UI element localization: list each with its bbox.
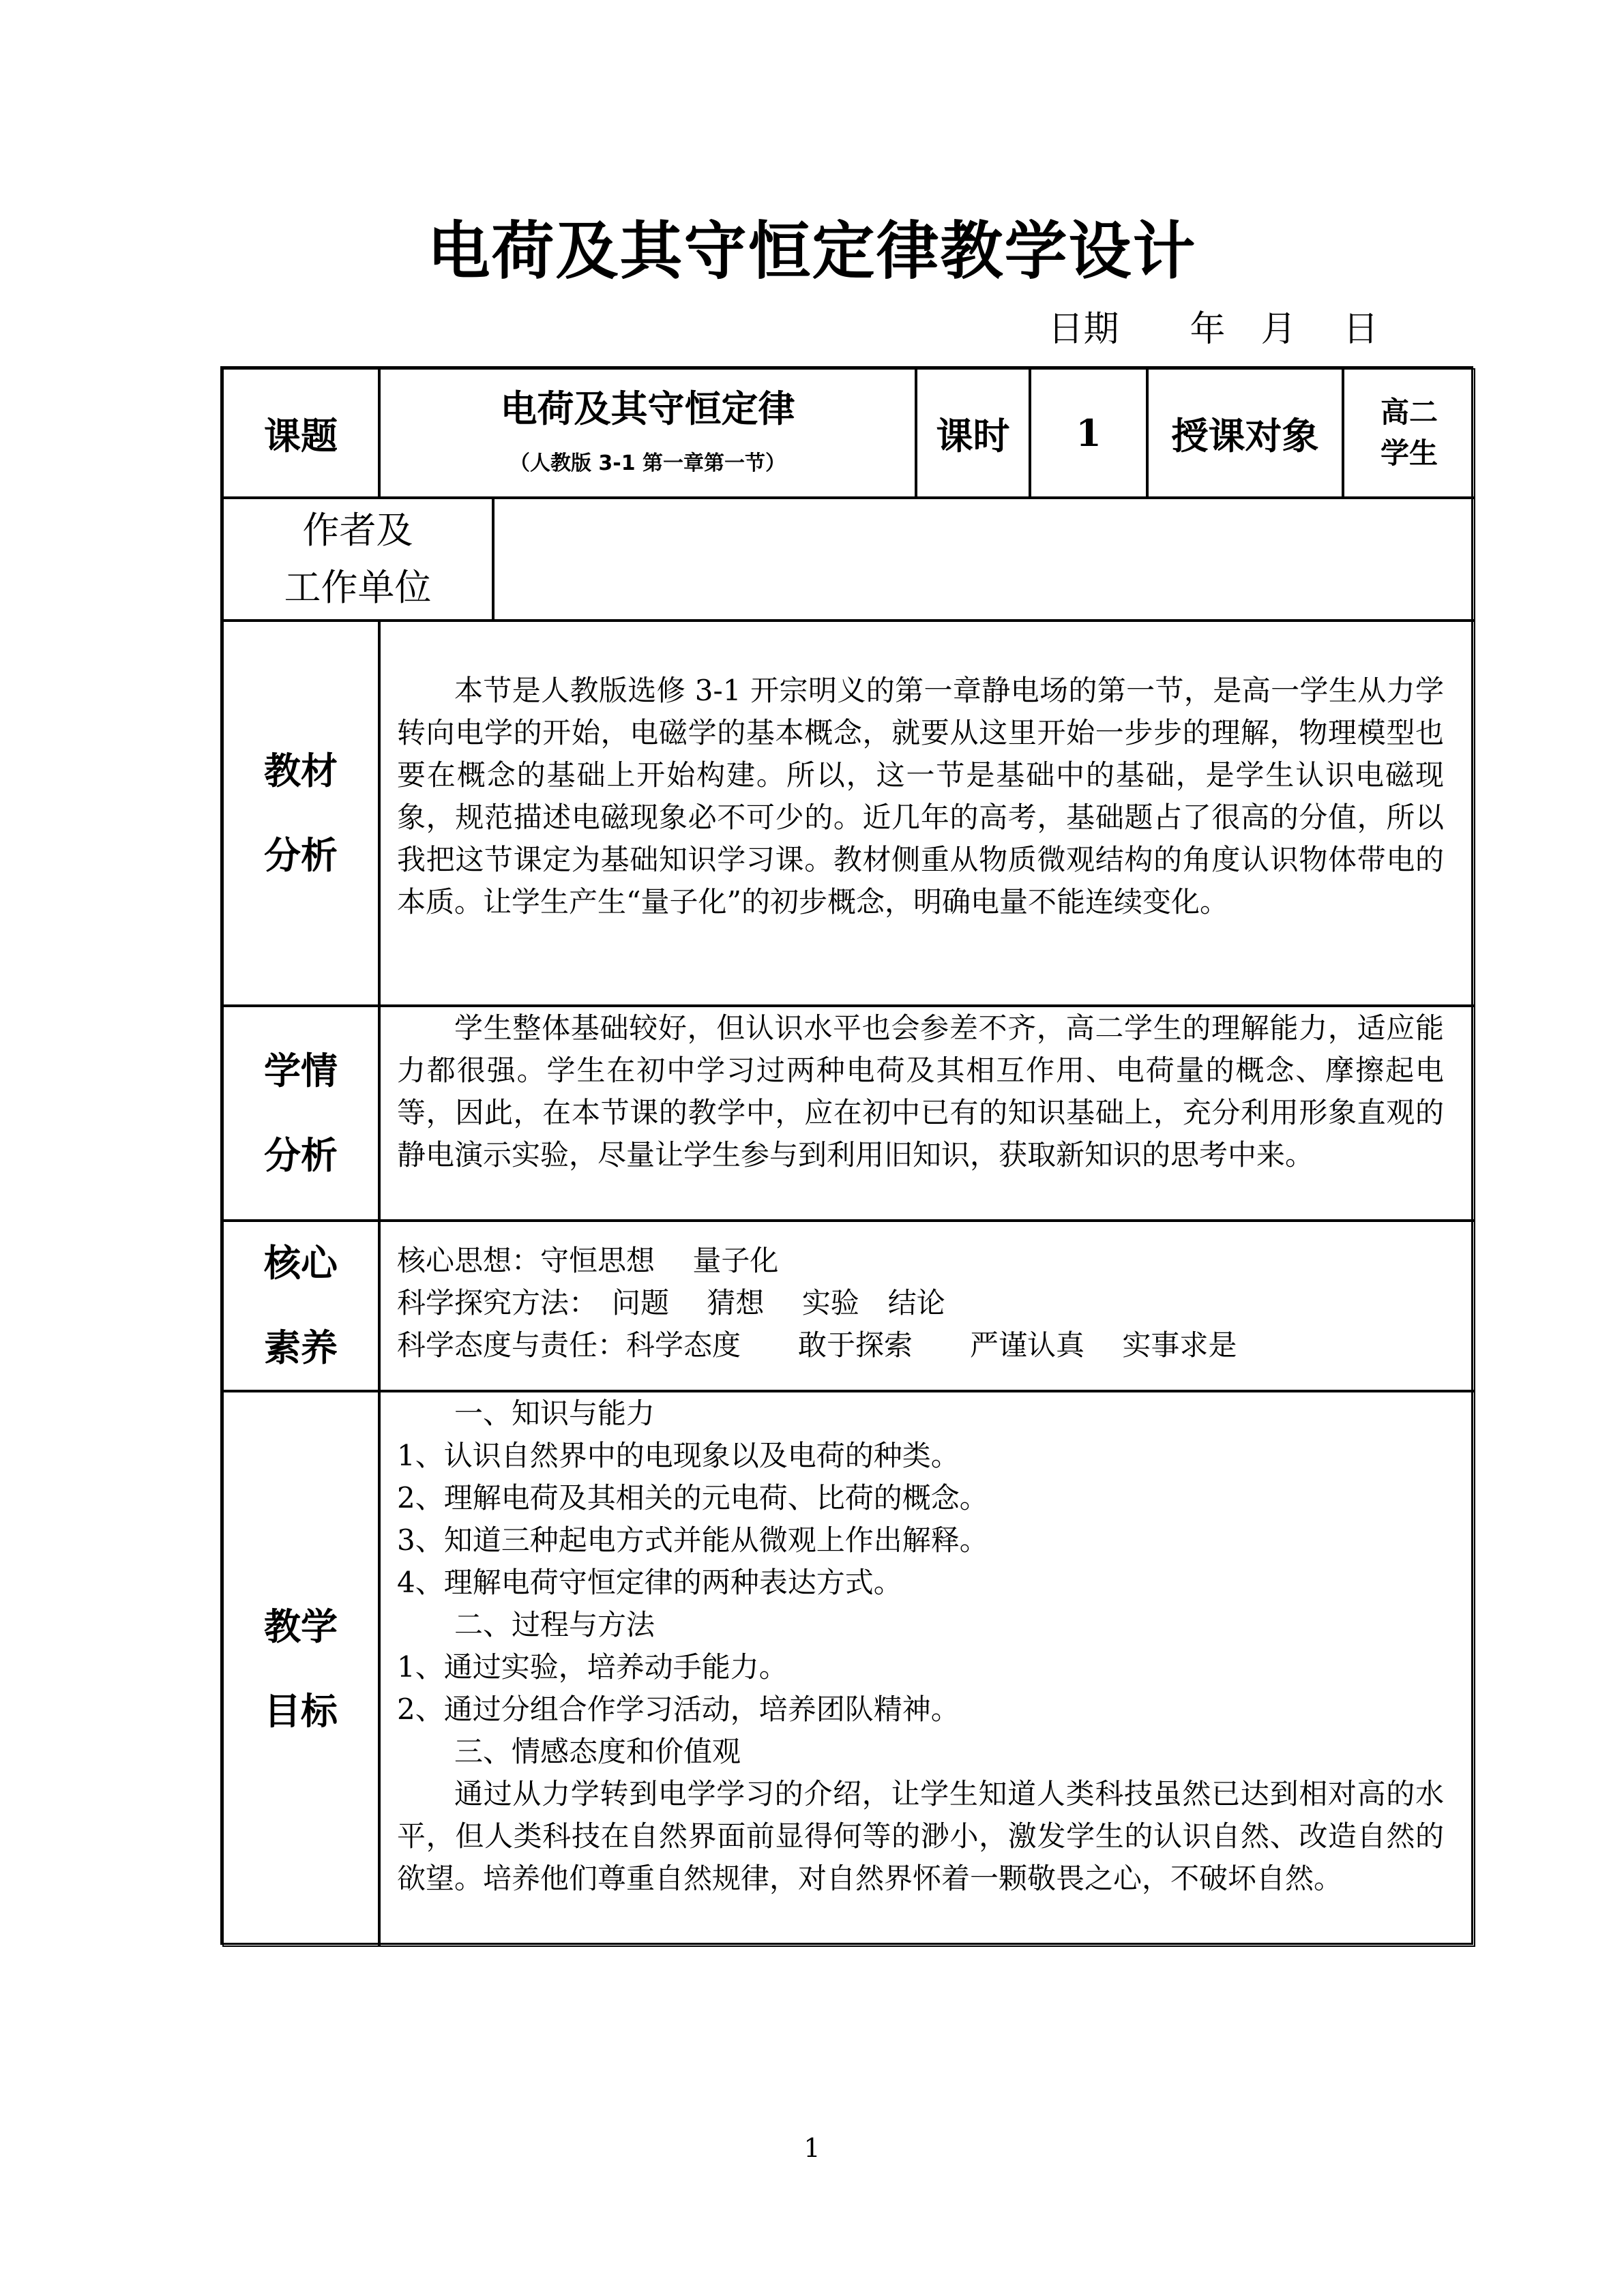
goals-heading: 一、知识与能力	[454, 1397, 655, 1430]
student-analysis-body	[379, 1006, 1475, 1221]
student-analysis-label-line1: 学情	[264, 1049, 338, 1092]
topic-subtitle: （人教版 3-1 第一章第一节）	[509, 451, 786, 475]
audience-label-text: 授课对象	[1171, 414, 1319, 458]
lesson-plan-table	[220, 366, 1473, 1945]
goals-heading: 三、情感态度和价值观	[454, 1735, 741, 1768]
author-label	[222, 498, 493, 621]
goals-item: 1、认识自然界中的电现象以及电荷的种类。	[397, 1439, 960, 1472]
audience-value-line2: 学生	[1380, 436, 1438, 470]
author-label-line2: 工作单位	[284, 566, 432, 609]
topic-label	[222, 368, 379, 498]
hours-label	[916, 368, 1030, 498]
audience-value	[1343, 368, 1475, 498]
goals-paragraph: 通过从力学转到电学学习的介绍，让学生知道人类科技虽然已达到相对高的水平，但人类科技在自然界面前显得何等的渺小，激发学生的认识自然、改造自然的欲望。培养他们尊重自然规律，对自然界怀着一颗敬畏之心，不破坏自然。	[397, 1777, 1444, 1895]
topic-value: 电荷及其守恒定律	[500, 387, 795, 430]
core-literacy-line: 科学态度与责任：科学态度 敢于探索 严谨认真 实事求是	[397, 1328, 1237, 1362]
textbook-analysis-text: 本节是人教版选修 3-1 开宗明义的第一章静电场的第一节，是高一学生从力学转向电学的开始，电磁学的基本概念，就要从这里开始一步步的理解，物理模型也要在概念的基础上开始构建。所以，这一节是基础中的基础，是学生认识电磁现象，规范描述电磁现象必不可少的。近几年的高考，基础题占了很高的分值，所以我把这节课定为基础知识学习课。教材侧重从物质微观结构的角度认识物体带电的本质。让学生产生“量子化”的初步概念，明确电量不能连续变化。	[397, 674, 1444, 919]
teaching-goals-body	[379, 1391, 1475, 1947]
textbook-analysis-body	[379, 621, 1475, 1006]
date-line: 日期 年 月 日	[1048, 309, 1378, 350]
core-literacy-label	[222, 1221, 379, 1391]
page-number: 1	[803, 2133, 821, 2163]
textbook-analysis-label-line2: 分析	[264, 833, 338, 877]
author-label-line1: 作者及	[302, 509, 413, 552]
core-literacy-label-line2: 素养	[264, 1326, 338, 1369]
author-value	[493, 498, 1475, 621]
core-literacy-label-line1: 核心	[264, 1242, 338, 1285]
hours-value	[1030, 368, 1147, 498]
hours-value-text: 1	[1076, 411, 1102, 455]
goals-item: 3、知道三种起电方式并能从微观上作出解释。	[397, 1523, 988, 1557]
teaching-goals-label-line1: 教学	[264, 1605, 338, 1648]
student-analysis-label	[222, 1006, 379, 1221]
goals-item: 2、理解电荷及其相关的元电荷、比荷的概念。	[397, 1481, 988, 1515]
core-literacy-line: 科学探究方法： 问题 猜想 实验 结论	[397, 1286, 945, 1320]
document-title: 电荷及其守恒定律教学设计	[427, 215, 1197, 288]
topic-label-text: 课题	[264, 414, 338, 458]
teaching-goals-label	[222, 1391, 379, 1947]
goals-heading: 二、过程与方法	[454, 1608, 655, 1641]
student-analysis-label-line2: 分析	[264, 1133, 338, 1177]
student-analysis-text: 学生整体基础较好，但认识水平也会参差不齐，高二学生的理解能力，适应能力都很强。学生在初中学习过两种电荷及其相互作用、电荷量的概念、摩擦起电等，因此，在本节课的教学中，应在初中已有的知识基础上，充分利用形象直观的静电演示实验，尽量让学生参与到利用旧知识，获取新知识的思考中来。	[397, 1011, 1444, 1172]
textbook-analysis-label	[222, 621, 379, 1006]
topic-value-cell	[379, 368, 916, 498]
teaching-goals-label-line2: 目标	[264, 1689, 338, 1733]
textbook-analysis-label-line1: 教材	[264, 749, 338, 792]
goals-item: 4、理解电荷守恒定律的两种表达方式。	[397, 1566, 902, 1599]
audience-label	[1147, 368, 1343, 498]
goals-item: 2、通过分组合作学习活动，培养团队精神。	[397, 1693, 960, 1726]
core-literacy-body	[379, 1221, 1475, 1391]
core-literacy-line: 核心思想：守恒思想 量子化	[397, 1244, 779, 1277]
hours-label-text: 课时	[936, 414, 1010, 458]
audience-value-line1: 高二	[1380, 396, 1438, 429]
goals-item: 1、通过实验，培养动手能力。	[397, 1650, 788, 1684]
